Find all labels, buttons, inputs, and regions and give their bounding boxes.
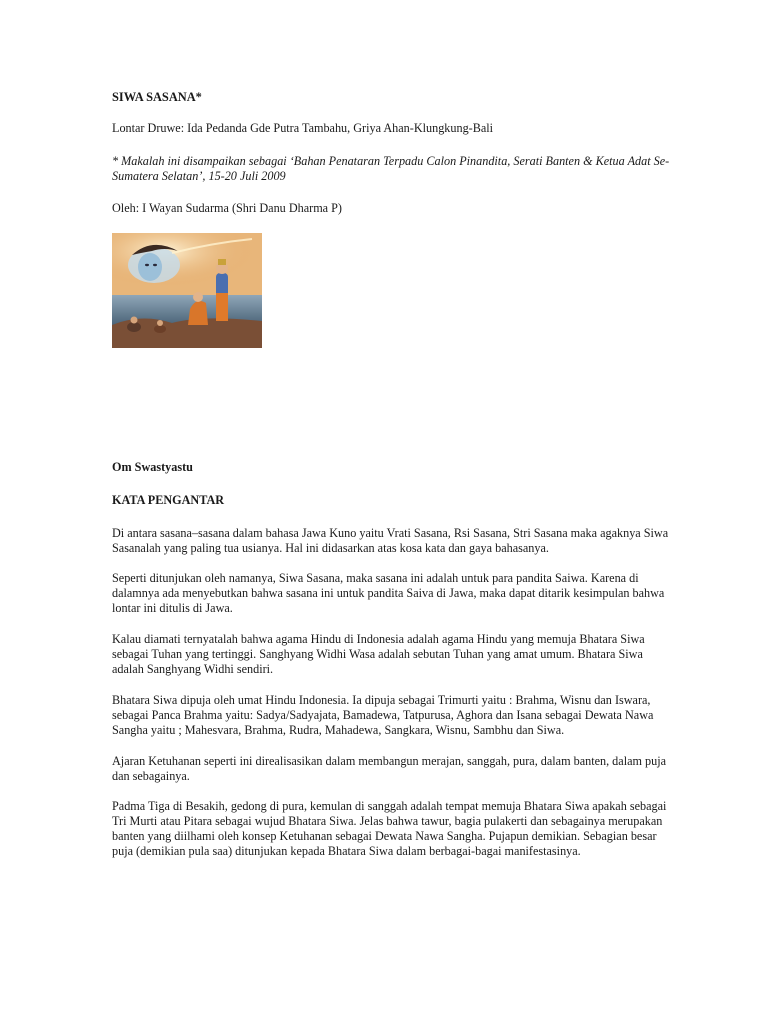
paragraph-2: Seperti ditunjukan oleh namanya, Siwa Sasana, maka sasana ini adalah untuk para pandita Saiwa. Karena di dalamnya ada menyebutkan bahwa sasana ini untuk pandita Saiva di Jawa, maka dapat ditarik kesimpulan bahwa lontar ini ditulis di Jawa. bbox=[112, 571, 665, 615]
paragraph-1: Di antara sasana–sasana dalam bahasa Jawa Kuno yaitu Vrati Sasana, Rsi Sasana, Stri Sasana maka agaknya Siwa Sasanalah yang paling tua usianya. Hal ini didasarkan atas kosa kata dan gaya bahasanya. bbox=[112, 526, 669, 555]
painting-illustration bbox=[112, 233, 262, 348]
paper-note: * Makalah ini disampaikan sebagai ‘Bahan Penataran Terpadu Calon Pinandita, Serati Banten & Ketua Adat Se-Sumatera Selatan’, 15-20 Juli 2009 bbox=[112, 154, 670, 183]
lontar-source: Lontar Druwe: Ida Pedanda Gde Putra Tambahu, Griya Ahan-Klungkung-Bali bbox=[112, 121, 494, 135]
shiva-painting-image bbox=[112, 233, 262, 348]
paragraph-3: Kalau diamati ternyatalah bahwa agama Hindu di Indonesia adalah agama Hindu yang memuja Bhatara Siwa sebagai Tuhan yang tertinggi. Sanghyang Widhi Wasa adalah sebutan Tuhan yang amat umum. Bhatara Siwa adalah Sanghyang Widhi sendiri. bbox=[112, 632, 645, 676]
greeting: Om Swastyastu bbox=[112, 460, 193, 474]
section-heading: KATA PENGANTAR bbox=[112, 493, 225, 507]
paragraph-4: Bhatara Siwa dipuja oleh umat Hindu Indonesia. Ia dipuja sebagai Trimurti yaitu : Brahma, Wisnu dan Iswara, sebagai Panca Brahma yaitu: Sadya/Sadyajata, Bamadewa, Tatpurusa, Aghora dan Isana sebagai Dewata Nawa Sangha yaitu ; Mahesvara, Brahma, Rudra, Mahadewa, Sangkara, Wisnu, Sambhu dan Siwa. bbox=[112, 693, 654, 737]
author-line: Oleh: I Wayan Sudarma (Shri Danu Dharma P) bbox=[112, 201, 342, 215]
paragraph-5: Ajaran Ketuhanan seperti ini direalisasikan dalam membangun merajan, sanggah, pura, dalam banten, dalam puja dan sebagainya. bbox=[112, 754, 666, 783]
document-title: SIWA SASANA* bbox=[112, 90, 202, 104]
paragraph-6: Padma Tiga di Besakih, gedong di pura, kemulan di sanggah adalah tempat memuja Bhatara Siwa apakah sebagai Tri Murti atau Pitara sebagai wujud Bhatara Siwa. Jelas bahwa tawur, bagia pulakerti dan sebagainya merupakan banten yang diilhami oleh konsep Ketuhanan sebagai Dewata Nawa Sangha. Pujapun demikian. Sebagian besar puja (demikian pula saa) ditunjukan kepada Bhatara Siwa dalam berbagai-bagai manifestasinya. bbox=[112, 799, 667, 858]
